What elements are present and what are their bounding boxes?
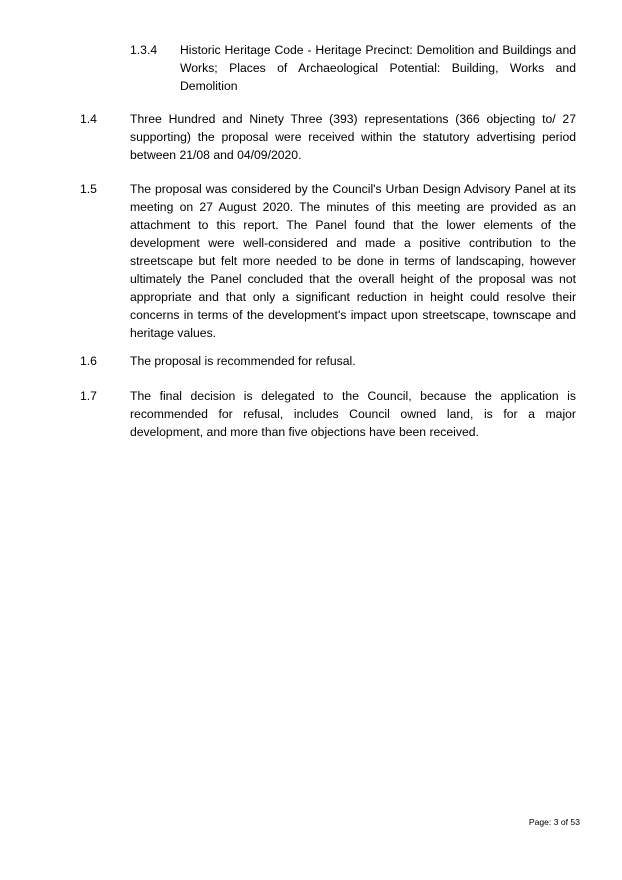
paragraph-text: Three Hundred and Ninety Three (393) representations (366 objecting to/ 27 supporting) the proposal were received within the statutory advertising period between 21/08 and 04/09/2020.: [130, 112, 576, 162]
paragraph-number: 1.5: [80, 182, 97, 196]
paragraph-number: 1.4: [80, 112, 97, 126]
paragraph-text: The proposal is recommended for refusal.: [130, 354, 356, 368]
paragraph-number: 1.3.4: [130, 43, 158, 57]
page-number-footer: Page: 3 of 53: [528, 817, 580, 827]
paragraph-text: The proposal was considered by the Council's Urban Design Advisory Panel at its meeting on 27 August 2020. The minutes of this meeting are provided as an attachment to this report. The Panel found that the lower elements of the development were well-considered and made a positive contribution to the streetscape but felt more needed to be done in terms of landscaping, however ultimately the Panel concluded that the overall height of the proposal was not appropriate and that only a significant reduction in height could resolve their concerns in terms of the development's impact upon streetscape, townscape and heritage values.: [130, 182, 576, 340]
paragraph-number: 1.7: [80, 389, 97, 403]
paragraph-text: The final decision is delegated to the Council, because the application is recommended for refusal, includes Council owned land, is for a major development, and more than five objections have been received.: [130, 389, 576, 439]
paragraph-text: Historic Heritage Code - Heritage Precinct: Demolition and Buildings and Works; Places of Archaeological Potential: Building, Works and Demolition: [180, 43, 576, 93]
paragraph-number: 1.6: [80, 354, 97, 368]
